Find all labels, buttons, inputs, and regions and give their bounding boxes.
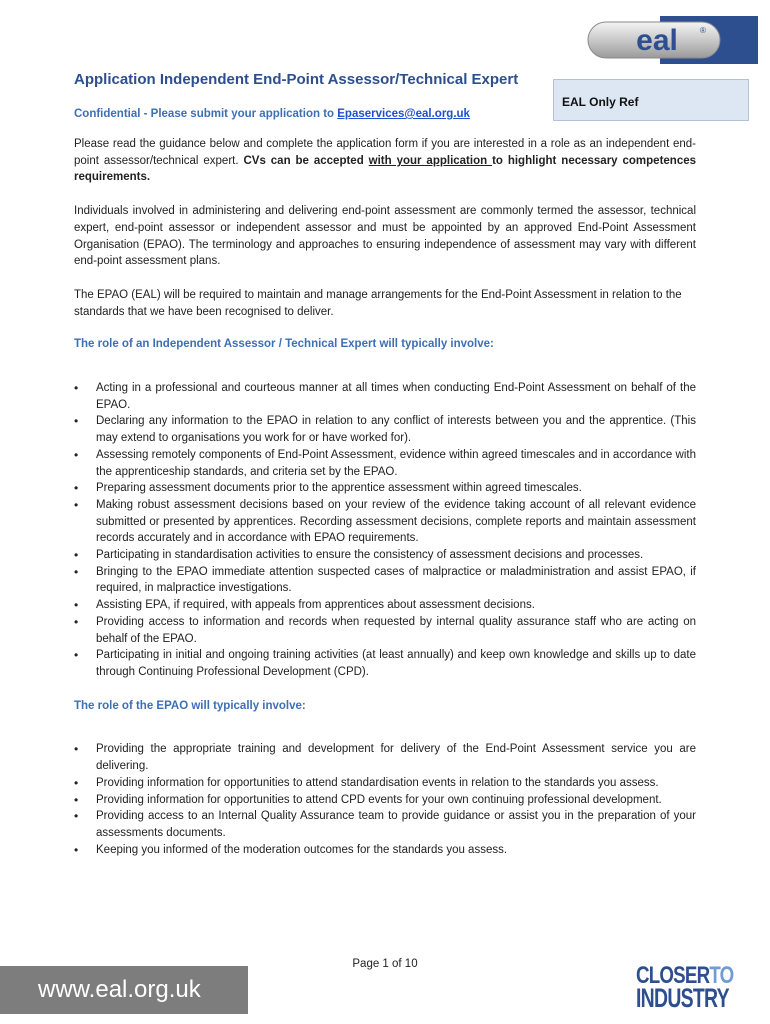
intro-bold-underline: with your application: [368, 154, 493, 167]
logo-registered-mark: ®: [700, 26, 706, 35]
list-item: • Participating in initial and ongoing training activities (at least annually) and keep own knowledge and skills up to date through Continuing Professional Development (CPD).: [96, 647, 696, 680]
tagline-closer: CLOSER: [636, 962, 710, 989]
document-body: [74, 136, 696, 858]
assessor-role-heading: The role of an Independent Assessor / Technical Expert will typically involve:: [74, 338, 494, 351]
intro-paragraph-1: [74, 136, 696, 186]
confidential-prefix: Confidential - Please submit your application to: [74, 108, 338, 120]
intro-paragraph-3: The EPAO (EAL) will be required to maintain and manage arrangements for the End-Point Assessment in relation to the standards that we have been recognised to deliver.: [74, 288, 682, 318]
logo-text: eal: [636, 24, 678, 57]
ref-label: EAL Only Ref: [562, 95, 639, 109]
eal-logo: [560, 14, 758, 66]
list-item: • Providing access to information and records when requested by internal quality assurance staff who are acting on behalf of the EPAO.: [96, 614, 696, 647]
eal-only-ref-box: [553, 79, 749, 121]
epao-role-list: [74, 741, 696, 858]
intro-text: Please read the guidance below and complete the application form if you are interested in a role as an independent end-point assessor/technical expert.: [74, 138, 696, 167]
assessor-role-list: [74, 380, 696, 681]
website-footer-bar[interactable]: [0, 966, 248, 1014]
list-item: • Keeping you informed of the moderation outcomes for the standards you assess.: [96, 842, 696, 859]
list-item: • Providing information for opportunities to attend CPD events for your own continuing professional development.: [96, 792, 696, 809]
page-number: Page 1 of 10: [352, 958, 418, 970]
confidential-line: [74, 108, 470, 120]
tagline-industry: INDUSTRY: [636, 983, 729, 1013]
list-item: • Making robust assessment decisions based on your review of the evidence taking account of all relevant evidence submitted or presented by apprentices. Recording assessment decisions, complete reports and maintain assessment records accurately and in accordance with EPAO requirements.: [96, 497, 696, 547]
list-item: • Assessing remotely components of End-Point Assessment, evidence within agreed timescales and in accordance with the apprenticeship standards, and criteria set by the EPAO.: [96, 447, 696, 480]
intro-bold-end: to highlight necessary competences requirements.: [74, 154, 697, 184]
list-item: • Providing the appropriate training and development for delivery of the End-Point Assessment service you are delivering.: [96, 741, 696, 774]
page-title: Application Independent End-Point Assessor/Technical Expert: [74, 71, 519, 88]
list-item: • Acting in a professional and courteous manner at all times when conducting End-Point Assessment on behalf of the EPAO.: [96, 380, 696, 413]
list-item: • Declaring any information to the EPAO in relation to any conflict of interests between you and the apprentice. (This may extend to organisations you work for or have worked for).: [96, 413, 696, 446]
list-item: • Providing access to an Internal Quality Assurance team to provide guidance or assist you in the preparation of your assessments documents.: [96, 808, 696, 841]
website-url[interactable]: www.eal.org.uk: [38, 976, 201, 1003]
list-item: • Preparing assessment documents prior to the apprentice assessment within agreed timescales.: [96, 480, 696, 497]
list-item: • Participating in standardisation activities to ensure the consistency of assessment decisions and processes.: [96, 547, 696, 564]
email-link[interactable]: Epaservices@eal.org.uk: [337, 108, 470, 120]
closer-to-industry-logo: [636, 962, 756, 1013]
epao-role-heading: The role of the EPAO will typically involve:: [74, 699, 306, 712]
intro-bold: CVs can be accepted: [243, 154, 369, 167]
intro-paragraph-2: Individuals involved in administering and delivering end-point assessment are commonly termed the assessor, technical expert, end-point assessor or independent assessor and must be appointed by an approved End-Point Assessment Organisation (EPAO). The terminology and approaches to ensuring independence of assessment may vary with different end-point assessment plans.: [74, 205, 696, 268]
list-item: • Bringing to the EPAO immediate attention suspected cases of malpractice or maladministration and assist EPAO, if required, in malpractice investigations.: [96, 564, 696, 597]
list-item: • Providing information for opportunities to attend standardisation events in relation to the standards you assess.: [96, 775, 696, 792]
tagline-to: TO: [709, 962, 734, 989]
list-item: • Assisting EPA, if required, with appeals from apprentices about assessment decisions.: [96, 597, 696, 614]
